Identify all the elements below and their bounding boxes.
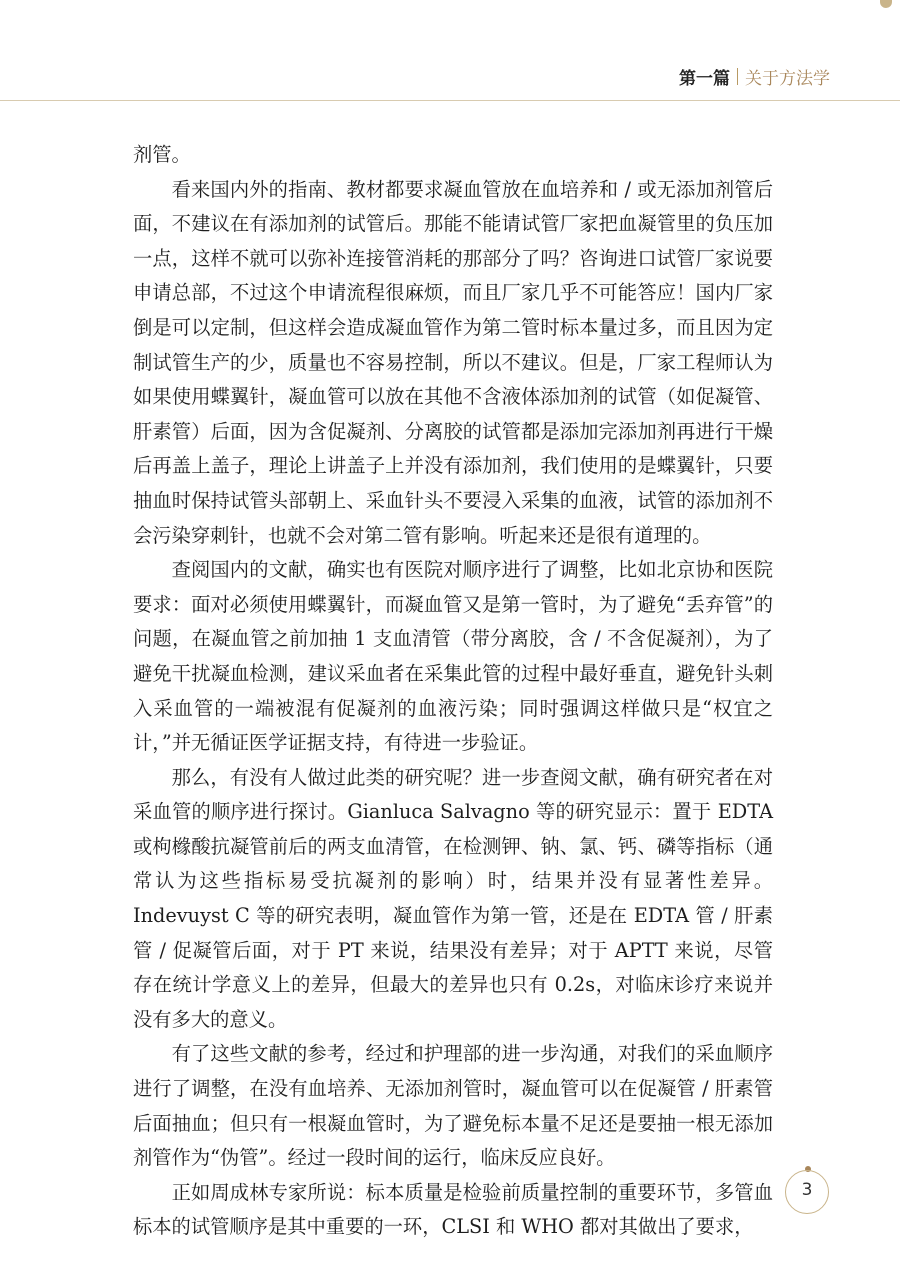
body-text [133, 138, 773, 1245]
paragraph: 有了这些文献的参考，经过和护理部的进一步沟通，对我们的采血顺序进行了调整，在没有血培养、无添加剂管时，凝血管可以在促凝管 / 肝素管后面抽血；但只有一根凝血管时，为了避免标本量不足还是要抽一根无添加剂管作为“伪管”。经过一段时间的运行，临床反应良好。 [133, 1042, 773, 1170]
part-label: 第一篇 [679, 69, 730, 89]
paragraph: 正如周成林专家所说：标本质量是检验前质量控制的重要环节，多管血标本的试管顺序是其中重要的一环，CLSI 和 WHO 都对其做出了要求， [133, 1180, 773, 1239]
running-head [679, 64, 830, 89]
section-title: 关于方法学 [745, 69, 830, 89]
page-number: 3 [801, 1180, 813, 1200]
header-separator [737, 68, 738, 85]
paragraph-continuation: 剂管。 [133, 143, 191, 166]
corner-decoration [880, 0, 892, 8]
paragraph: 查阅国内的文献，确实也有医院对顺序进行了调整，比如北京协和医院要求：面对必须使用蝶翼针，而凝血管又是第一管时，为了避免“丢弃管”的问题，在凝血管之前加抽 1 支血清管（带分离胶，含 / 不含促凝剂），为了避免干扰凝血检测，建议采血者在采集此管的过程中最好垂直，避免针头刺入采血管的一端被混有促凝剂的血液污染；同时强调这样做只是“权宜之计，”并无循证医学证据支持，有待进一步验证。 [133, 558, 773, 755]
header-rule [0, 100, 900, 101]
paragraph: 看来国内外的指南、教材都要求凝血管放在血培养和 / 或无添加剂管后面，不建议在有添加剂的试管后。那能不能请试管厂家把血凝管里的负压加一点，这样不就可以弥补连接管消耗的那部分了吗？咨询进口试管厂家说要申请总部，不过这个申请流程很麻烦，而且厂家几乎不可能答应！国内厂家倒是可以定制，但这样会造成凝血管作为第二管时标本量过多，而且因为定制试管生产的少，质量也不容易控制，所以不建议。但是，厂家工程师认为如果使用蝶翼针，凝血管可以放在其他不含液体添加剂的试管（如促凝管、肝素管）后面，因为含促凝剂、分离胶的试管都是添加完添加剂再进行干燥后再盖上盖子，理论上讲盖子上并没有添加剂，我们使用的是蝶翼针，只要抽血时保持试管头部朝上、采血针头不要浸入采集的血液，试管的添加剂不会污染穿刺针，也就不会对第二管有影响。听起来还是很有道理的。 [133, 177, 773, 547]
paragraph: 那么，有没有人做过此类的研究呢？进一步查阅文献，确有研究者在对采血管的顺序进行探讨。Gianluca Salvagno 等的研究显示：置于 EDTA 或枸橼酸抗凝管前后的两支血清管，在检测钾、钠、氯、钙、磷等指标（通常认为这些指标易受抗凝剂的影响）时，结果并没有显著性差异。Indevuyst C 等的研究表明，凝血管作为第一管，还是在 EDTA 管 / 肝素管 / 促凝管后面，对于 PT 来说，结果没有差异；对于 APTT 来说，尽管存在统计学意义上的差异，但最大的差异也只有 0.2s，对临床诊疗来说并没有多大的意义。 [133, 765, 773, 1031]
